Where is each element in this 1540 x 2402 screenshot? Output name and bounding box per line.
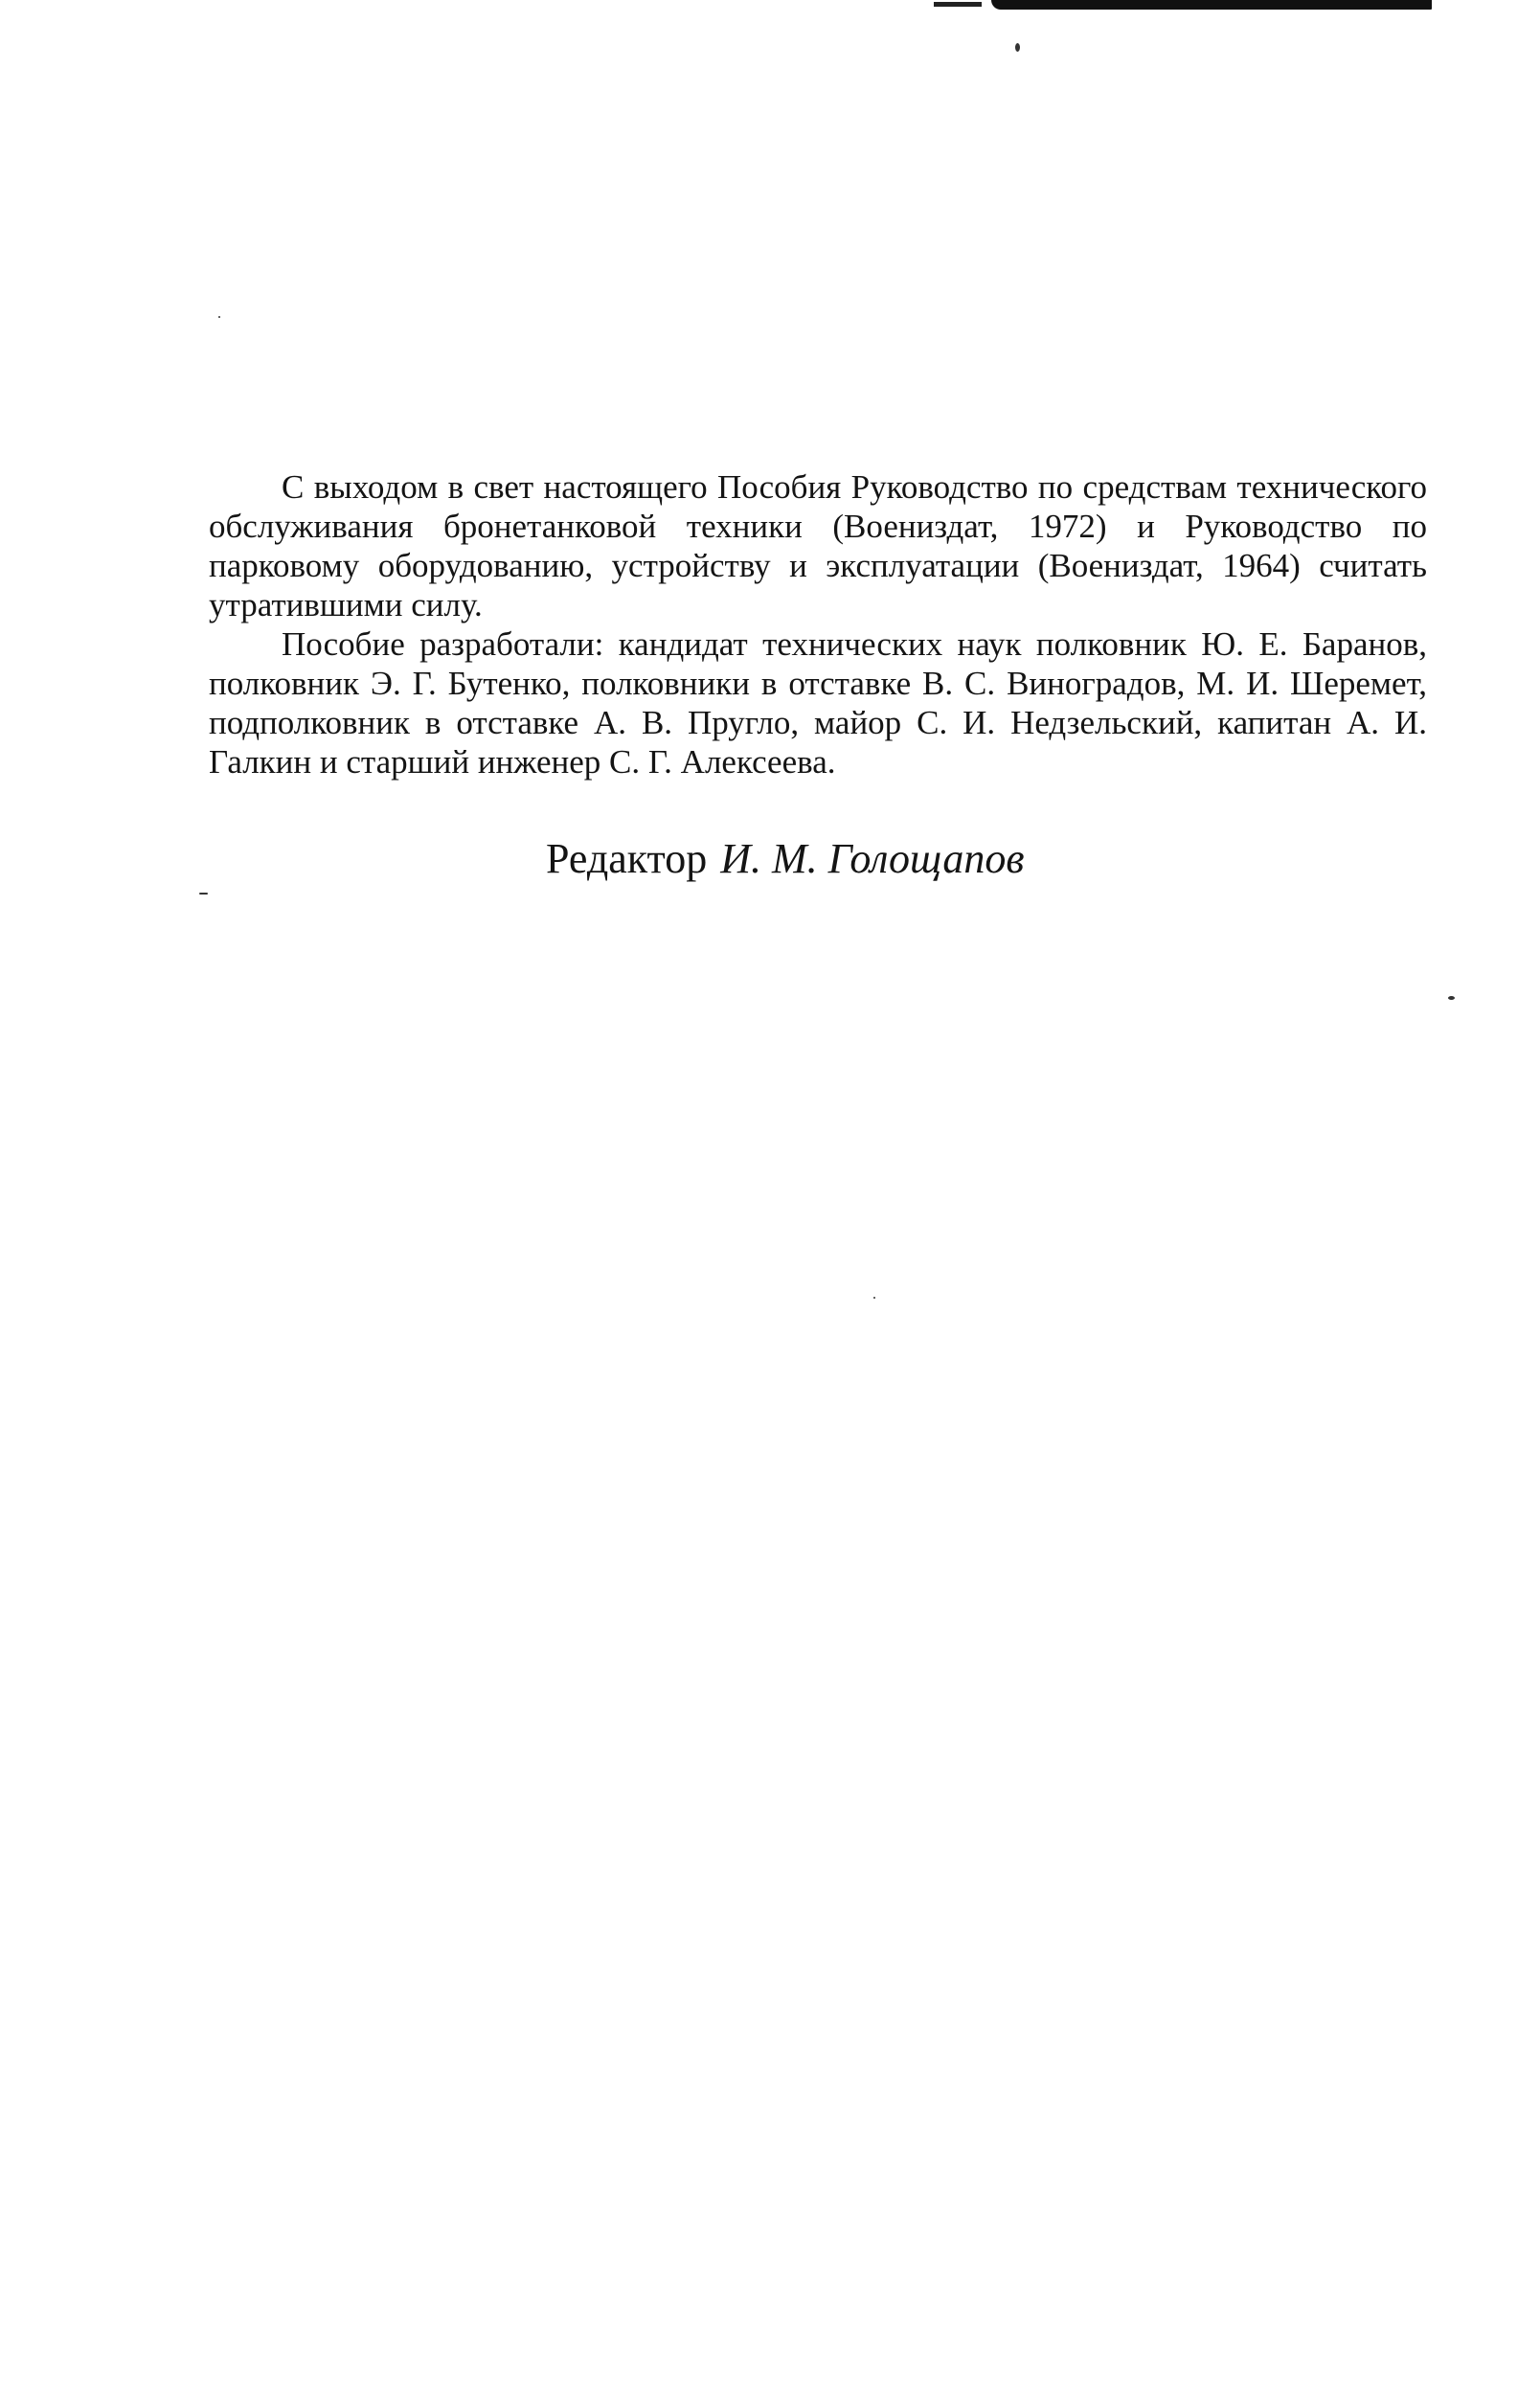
notice-paragraph-authors: Пособие разработали: кандидат технических наук полковник Ю. Е. Баранов, полковник Э. Г. Бутенко, полковники в отставке В. С. Виноградов, М. И. Шеремет, подполковник в отставке А. В. Пругло, майор С. И. Недзельский, капитан А. И. Галкин и старший инженер С. Г. Алексеева.	[209, 625, 1427, 781]
scan-speck	[873, 1297, 875, 1299]
scan-speck	[1015, 43, 1020, 52]
scan-artifact	[991, 0, 1432, 10]
notice-paragraph-obsolete-manuals: С выходом в свет настоящего Пособия Руководство по средствам технического обслуживания бронетанковой техники (Воениздат, 1972) и Руководство по парковому оборудованию, устройству и эксплуатации (Воениздат, 1964) считать утратившими силу.	[209, 468, 1427, 623]
scan-artifact	[934, 2, 982, 7]
editor-name: И. М. Голощапов	[720, 835, 1025, 882]
scan-speck	[218, 316, 220, 318]
editor-credit	[546, 833, 1024, 885]
editor-label: Редактор	[546, 835, 708, 882]
notice-text	[209, 467, 1427, 782]
scan-speck	[199, 893, 208, 895]
scan-speck	[1448, 996, 1455, 1000]
